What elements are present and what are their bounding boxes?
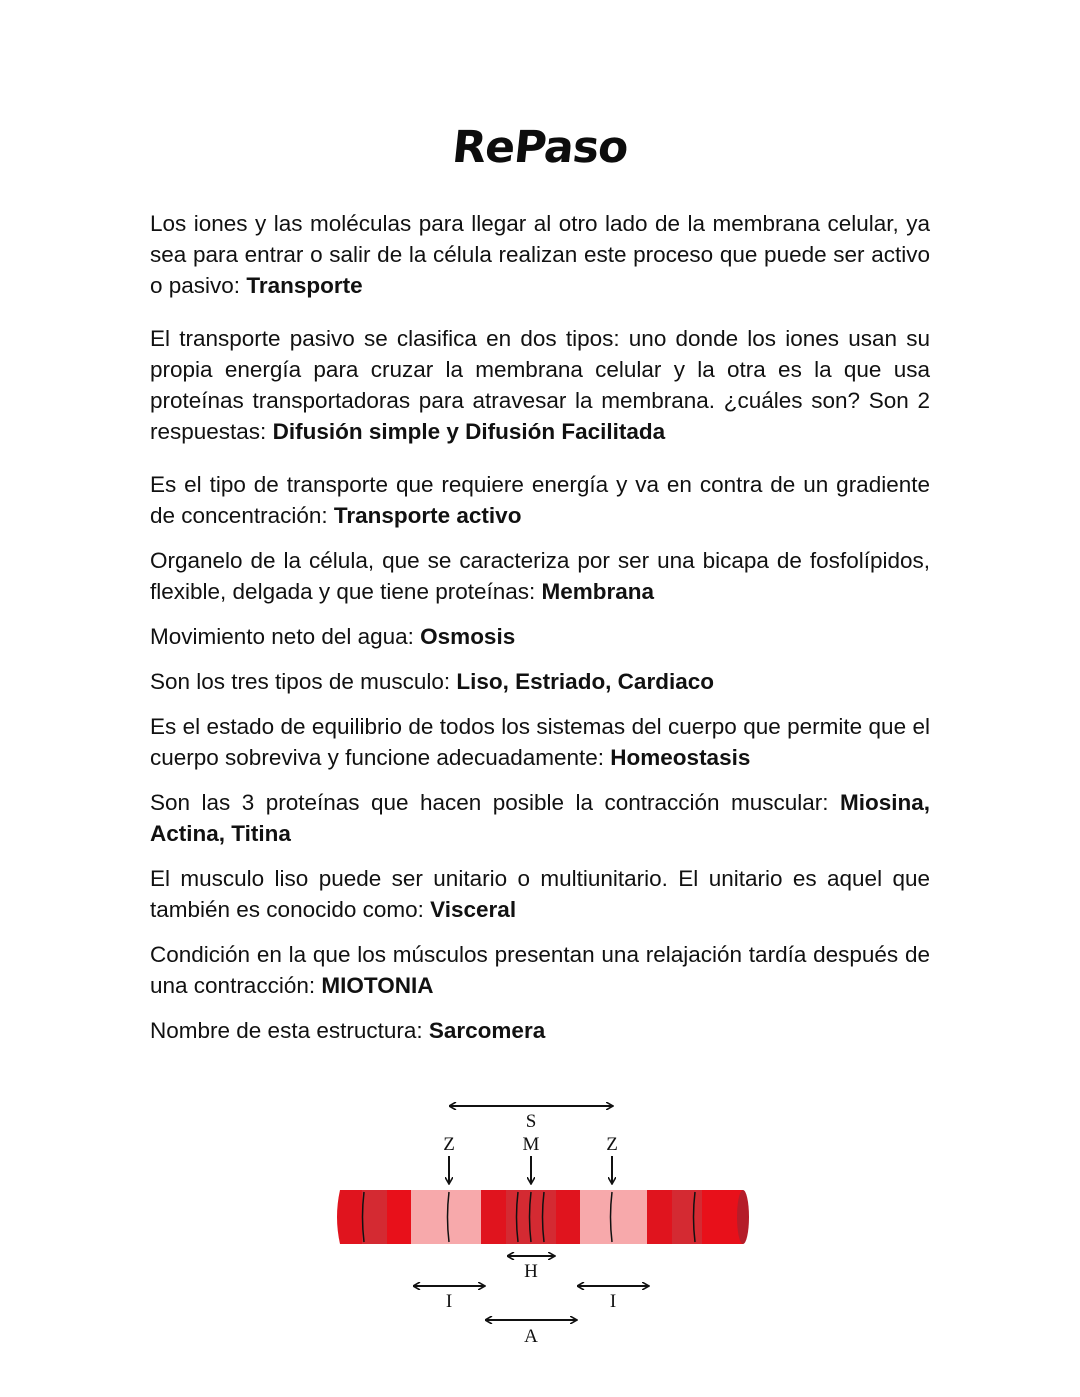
question-list <box>150 208 930 1060</box>
answer-text: Membrana <box>541 579 655 604</box>
label-i-right: I <box>609 1291 617 1312</box>
label-h: H <box>524 1261 538 1282</box>
answer-text: Difusión simple y Difusión Facilitada <box>272 419 666 444</box>
question-item <box>150 545 930 607</box>
question-item <box>150 939 930 1001</box>
question-text: Condición en la que los músculos presentan una relajación tardía después de una contracción: <box>150 942 930 998</box>
question-text: Son las 3 proteínas que hacen posible la contracción muscular: <box>150 790 840 815</box>
answer-text: Miosina, Actina, Titina <box>150 790 930 846</box>
question-item <box>150 863 930 925</box>
answer-text: Liso, Estriado, Cardiaco <box>456 669 714 694</box>
band-dark <box>702 1190 743 1244</box>
band-light <box>411 1190 481 1244</box>
question-item <box>150 711 930 773</box>
question-text: Es el tipo de transporte que requiere energía y va en contra de un gradiente de concentración: <box>150 472 930 528</box>
band-mid <box>362 1190 387 1244</box>
answer-text: Visceral <box>430 897 517 922</box>
question-item <box>150 469 930 531</box>
label-s: S <box>525 1111 537 1132</box>
label-a: A <box>524 1326 538 1347</box>
fiber-left-end <box>337 1190 340 1244</box>
question-text: Organelo de la célula, que se caracteriza por ser una bicapa de fosfolípidos, flexible, delgada y que tiene proteínas: <box>150 548 930 604</box>
question-text: Son los tres tipos de musculo: <box>150 669 457 694</box>
fiber-right-end <box>737 1190 749 1244</box>
question-text: Es el estado de equilibrio de todos los sistemas del cuerpo que permite que el cuerpo sobreviva y funcione adecuadamente: <box>150 714 930 770</box>
band-light <box>580 1190 647 1244</box>
answer-text: Sarcomera <box>428 1018 546 1043</box>
question-item <box>150 1015 930 1046</box>
band-dark <box>481 1190 506 1244</box>
band-dark <box>387 1190 411 1244</box>
band-dark <box>340 1190 362 1244</box>
answer-text: MIOTONIA <box>321 973 434 998</box>
label-i-left: I <box>445 1291 453 1312</box>
question-item <box>150 323 930 447</box>
answer-text: Transporte <box>246 273 363 298</box>
question-item <box>150 787 930 849</box>
question-item <box>150 208 930 301</box>
band-mid <box>672 1190 702 1244</box>
label-z-right: Z <box>606 1134 618 1155</box>
label-m: M <box>522 1134 540 1155</box>
band-dark <box>647 1190 672 1244</box>
answer-text: Transporte activo <box>333 503 522 528</box>
sarcomere-diagram <box>330 1090 760 1350</box>
question-item <box>150 621 930 652</box>
question-text: Los iones y las moléculas para llegar al otro lado de la membrana celular, ya sea para entrar o salir de la célula realizan este proceso que puede ser activo o pasivo: <box>150 211 930 298</box>
answer-text: Homeostasis <box>610 745 751 770</box>
muscle-fiber <box>337 1190 749 1244</box>
answer-text: Osmosis <box>420 624 516 649</box>
question-text: Nombre de esta estructura: <box>150 1018 429 1043</box>
question-text: El transporte pasivo se clasifica en dos tipos: uno donde los iones usan su propia energía para cruzar la membrana celular y la otra es la que usa proteínas transportadoras para atravesar la membrana. ¿cuáles son? Son 2 respuestas: <box>150 326 930 444</box>
label-z-left: Z <box>443 1134 455 1155</box>
question-text: El musculo liso puede ser unitario o multiunitario. El unitario es aquel que también es conocido como: <box>150 866 930 922</box>
band-dark <box>556 1190 580 1244</box>
page-title: RePaso <box>449 122 631 173</box>
question-text: Movimiento neto del agua: <box>150 624 421 649</box>
question-item <box>150 666 930 697</box>
